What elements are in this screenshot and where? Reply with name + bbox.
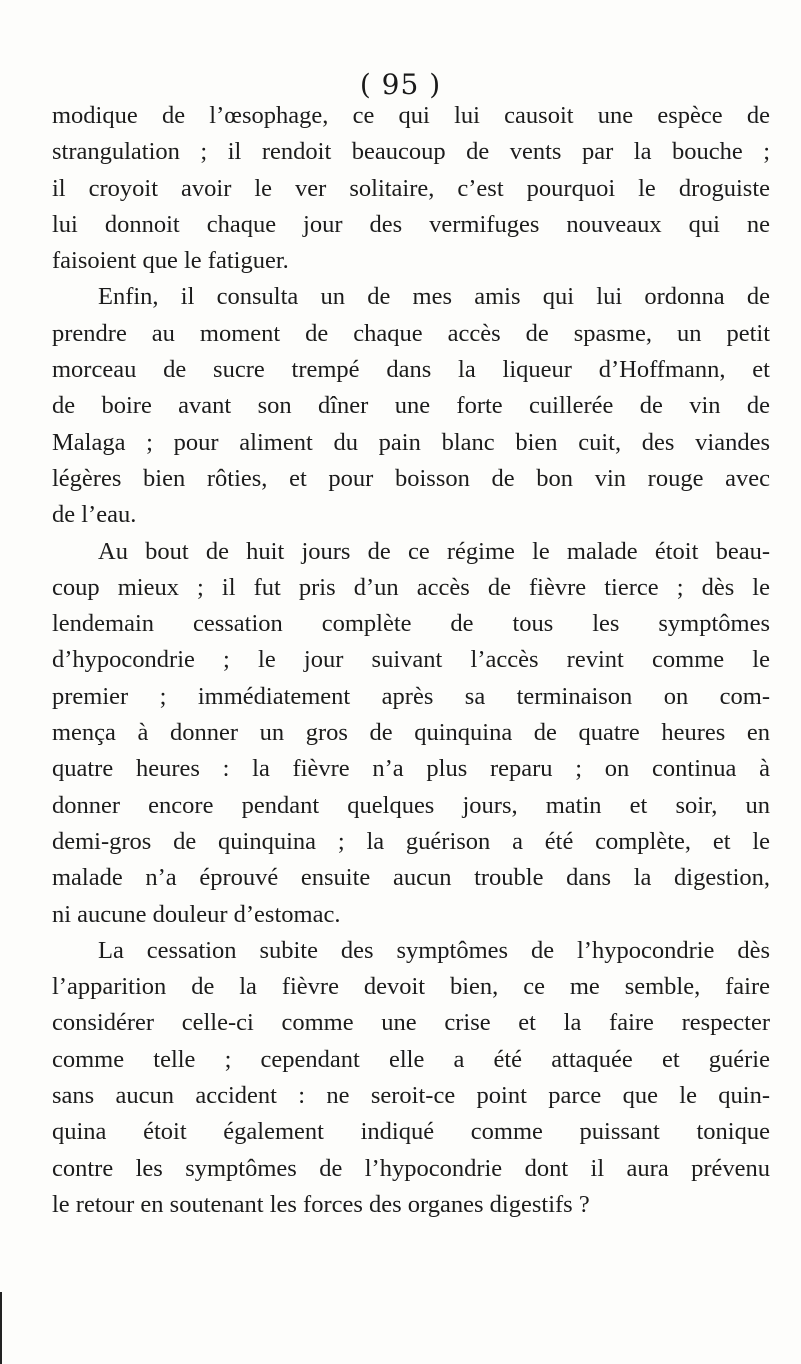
text-line: coup mieux ; il fut pris d’un accès de fièvre tierce ; dès le bbox=[52, 573, 770, 601]
text-line: demi-gros de quinquina ; la guérison a été complète, et le bbox=[52, 827, 770, 855]
text-line: Malaga ; pour aliment du pain blanc bien cuit, des viandes bbox=[52, 428, 770, 456]
text-line: lendemain cessation complète de tous les symptômes bbox=[52, 610, 770, 638]
text-line: quatre heures : la fièvre n’a plus reparu ; on continua à bbox=[52, 755, 770, 783]
text-line: Au bout de huit jours de ce régime le malade étoit beau- bbox=[98, 537, 770, 565]
paragraph bbox=[52, 279, 770, 533]
text-line: donner encore pendant quelques jours, matin et soir, un bbox=[52, 791, 770, 819]
text-line: d’hypocondrie ; le jour suivant l’accès revint comme le bbox=[52, 646, 770, 674]
paragraph bbox=[52, 933, 770, 1223]
text-line: quina étoit également indiqué comme puissant tonique bbox=[52, 1118, 770, 1146]
text-line: lui donnoit chaque jour des vermifuges nouveaux qui ne bbox=[52, 210, 770, 238]
text-line: faisoient que le fatiguer. bbox=[52, 247, 289, 275]
text-line: contre les symptômes de l’hypocondrie dont il aura prévenu bbox=[52, 1154, 770, 1182]
text-line: premier ; immédiatement après sa terminaison on com- bbox=[52, 682, 770, 710]
text-line: sans aucun accident : ne seroit-ce point parce que le quin- bbox=[52, 1082, 770, 1110]
text-line: comme telle ; cependant elle a été attaquée et guérie bbox=[52, 1045, 770, 1073]
text-line: de boire avant son dîner une forte cuillerée de vin de bbox=[52, 392, 770, 420]
paragraph bbox=[52, 534, 770, 933]
text-line: morceau de sucre trempé dans la liqueur d’Hoffmann, et bbox=[52, 356, 770, 384]
text-line: mença à donner un gros de quinquina de quatre heures en bbox=[52, 719, 770, 747]
body-text bbox=[52, 98, 770, 1223]
text-line: considérer celle-ci comme une crise et la faire respecter bbox=[52, 1009, 770, 1037]
text-line: l’apparition de la fièvre devoit bien, ce me semble, faire bbox=[52, 973, 770, 1001]
text-line: légères bien rôties, et pour boisson de bon vin rouge avec bbox=[52, 464, 770, 492]
paragraph bbox=[52, 98, 770, 279]
page-edge-shadow bbox=[0, 1292, 2, 1364]
text-line: La cessation subite des symptômes de l’hypocondrie dès bbox=[98, 936, 770, 964]
text-line: prendre au moment de chaque accès de spasme, un petit bbox=[52, 319, 770, 347]
page-number: ( 95 ) bbox=[359, 68, 442, 101]
text-line: malade n’a éprouvé ensuite aucun trouble dans la digestion, bbox=[52, 864, 770, 892]
text-line: modique de l’œsophage, ce qui lui causoit une espèce de bbox=[52, 102, 770, 129]
text-line: ni aucune douleur d’estomac. bbox=[52, 900, 341, 928]
text-line: il croyoit avoir le ver solitaire, c’est pourquoi le droguiste bbox=[52, 174, 770, 202]
text-line: de l’eau. bbox=[52, 501, 137, 529]
text-line: strangulation ; il rendoit beaucoup de vents par la bouche ; bbox=[52, 138, 770, 166]
text-line: le retour en soutenant les forces des organes digestifs ? bbox=[52, 1190, 590, 1218]
text-line: Enfin, il consulta un de mes amis qui lui ordonna de bbox=[98, 283, 770, 311]
